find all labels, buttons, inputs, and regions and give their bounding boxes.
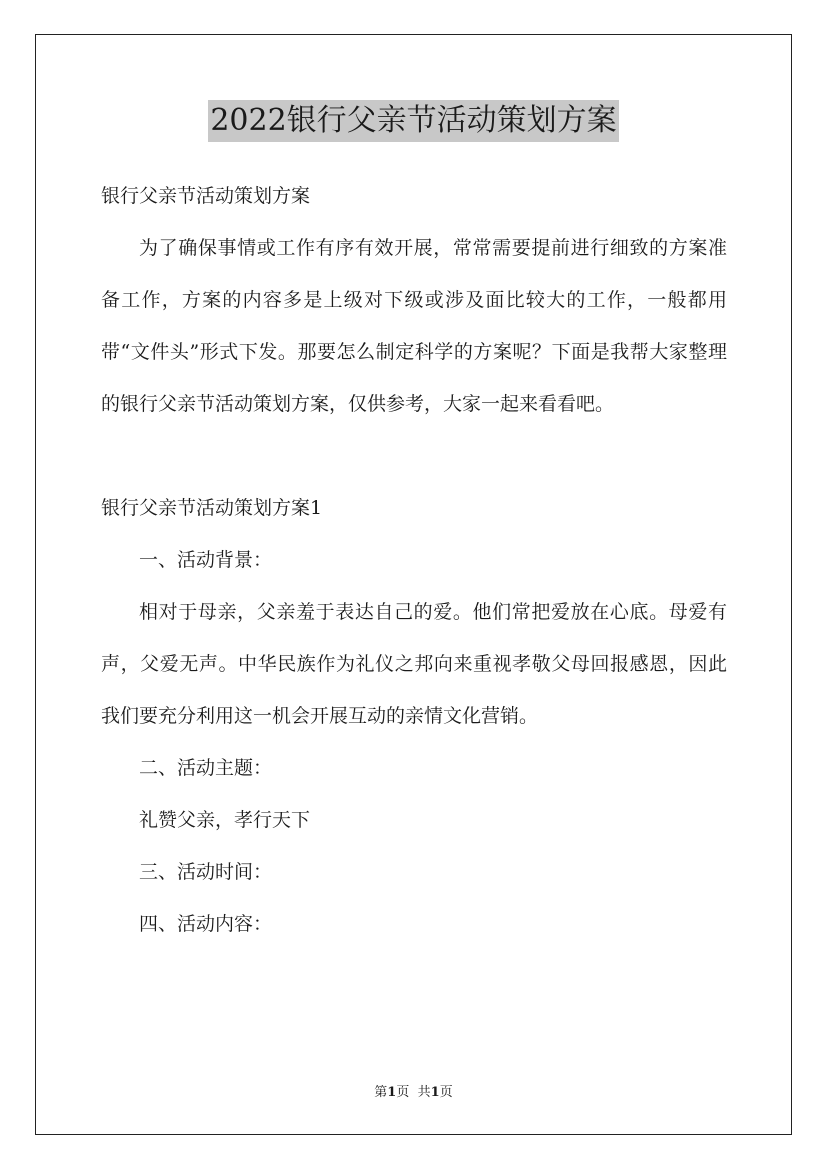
item-heading-time: 三、活动时间： xyxy=(139,861,273,883)
footer-page-current: 1 xyxy=(387,1085,397,1100)
footer-total-prefix: 共 xyxy=(417,1085,431,1100)
footer-page-prefix: 第 xyxy=(374,1085,388,1100)
item-heading-background: 一、活动背景： xyxy=(139,549,273,571)
theme-paragraph: 礼赞父亲，孝行天下 xyxy=(139,809,311,831)
footer-total-suffix: 页 xyxy=(439,1085,453,1100)
page-footer xyxy=(0,1085,827,1101)
intro-paragraph: 为了确保事情或工作有序有效开展，常常需要提前进行细致的方案准备工作，方案的内容多是上级对下级或涉及面比较大的工作，一般都用带“文件头”形式下发。那要怎么制定科学的方案呢？下面是我帮大家整理的银行父亲节活动策划方案，仅供参考，大家一起来看看吧。 xyxy=(101,237,727,415)
background-paragraph: 相对于母亲，父亲羞于表达自己的爱。他们常把爱放在心底。母爱有声，父爱无声。中华民族作为礼仪之邦向来重视孝敬父母回报感恩，因此我们要充分利用这一机会开展互动的亲情文化营销。 xyxy=(101,601,727,727)
document-body xyxy=(101,170,727,950)
item-heading-theme: 二、活动主题： xyxy=(139,757,273,779)
document-title: 2022银行父亲节活动策划方案 xyxy=(208,100,618,142)
section-heading: 银行父亲节活动策划方案1 xyxy=(101,497,323,519)
footer-page-mid: 页 xyxy=(396,1085,410,1100)
footer-page-total: 1 xyxy=(430,1085,440,1100)
spacer xyxy=(101,430,727,482)
title-wrap xyxy=(0,100,827,142)
item-heading-content: 四、活动内容： xyxy=(139,913,273,935)
document-subtitle: 银行父亲节活动策划方案 xyxy=(101,185,311,207)
